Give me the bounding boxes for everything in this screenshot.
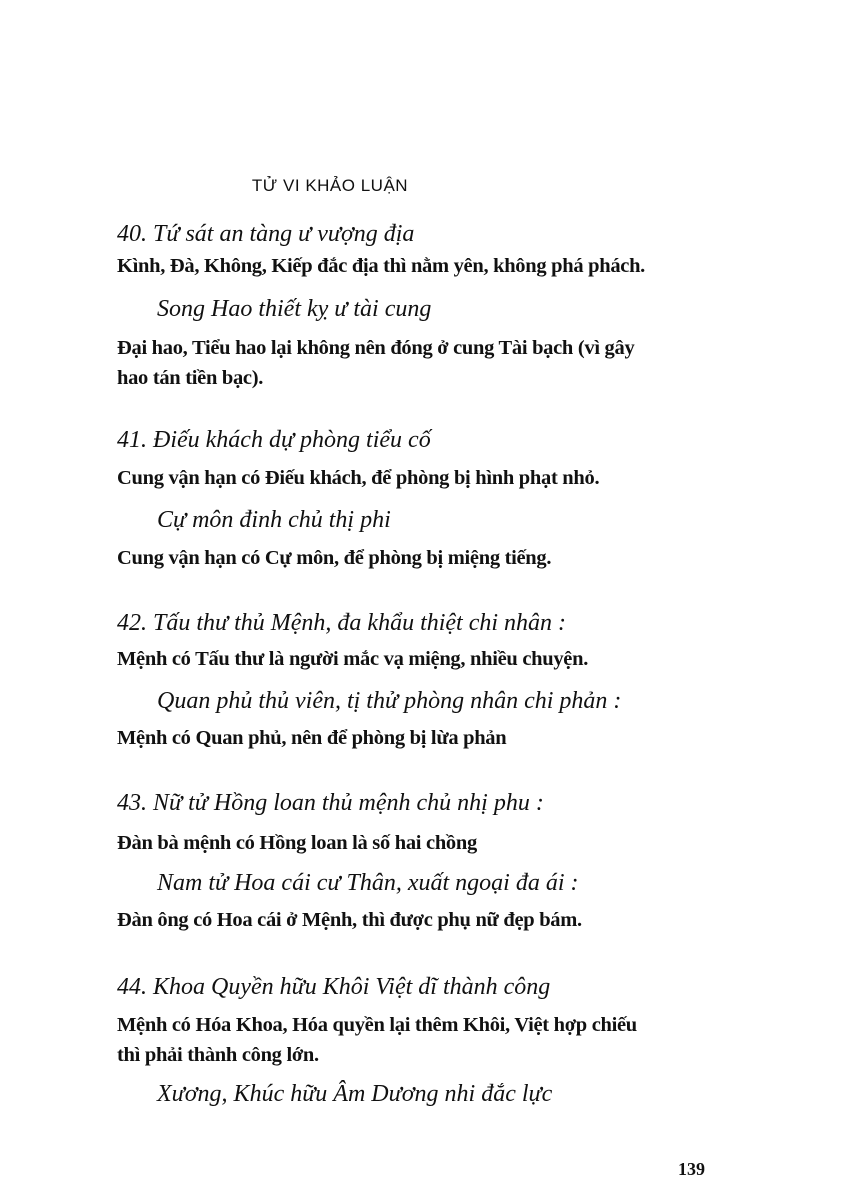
verse-line: Xương, Khúc hữu Âm Dương nhi đắc lực [157,1081,553,1107]
verse-heading-41: 41. Điếu khách dự phòng tiểu cố [117,427,431,453]
explanation-text: thì phải thành công lớn. [117,1044,319,1066]
explanation-text: hao tán tiền bạc). [117,367,264,389]
running-header: TỬ VI KHẢO LUẬN [251,176,409,195]
verse-line: Quan phủ thủ viên, tị thử phòng nhân chi phản : [157,688,622,714]
explanation-text: Cung vận hạn có Cự môn, để phòng bị miệng tiếng. [117,547,552,569]
explanation-text: Đàn ông có Hoa cái ở Mệnh, thì được phụ nữ đẹp bám. [117,909,582,931]
verse-line: Nam tử Hoa cái cư Thân, xuất ngoại đa ái : [157,870,579,896]
verse-heading-44: 44. Khoa Quyền hữu Khôi Việt dĩ thành công [117,974,551,1000]
verse-heading-42: 42. Tấu thư thủ Mệnh, đa khẩu thiệt chi nhân : [117,610,567,636]
page-number: 139 [678,1159,705,1179]
verse-line: Song Hao thiết kỵ ư tài cung [157,296,432,322]
verse-heading-40: 40. Tứ sát an tàng ư vượng địa [117,221,415,247]
explanation-text: Kình, Đà, Không, Kiếp đắc địa thì nằm yên, không phá phách. [117,255,645,277]
explanation-text: Mệnh có Tấu thư là người mắc vạ miệng, nhiều chuyện. [117,648,589,670]
explanation-text: Đại hao, Tiểu hao lại không nên đóng ở cung Tài bạch (vì gây [117,337,635,359]
verse-line: Cự môn đinh chủ thị phi [157,507,391,533]
explanation-text: Mệnh có Hóa Khoa, Hóa quyền lại thêm Khôi, Việt hợp chiếu [117,1014,637,1036]
explanation-text: Đàn bà mệnh có Hồng loan là số hai chồng [117,832,477,854]
explanation-text: Mệnh có Quan phủ, nên để phòng bị lừa phản [117,727,507,749]
verse-heading-43: 43. Nữ tử Hồng loan thủ mệnh chủ nhị phu : [117,790,544,816]
explanation-text: Cung vận hạn có Điếu khách, để phòng bị hình phạt nhỏ. [117,467,600,489]
